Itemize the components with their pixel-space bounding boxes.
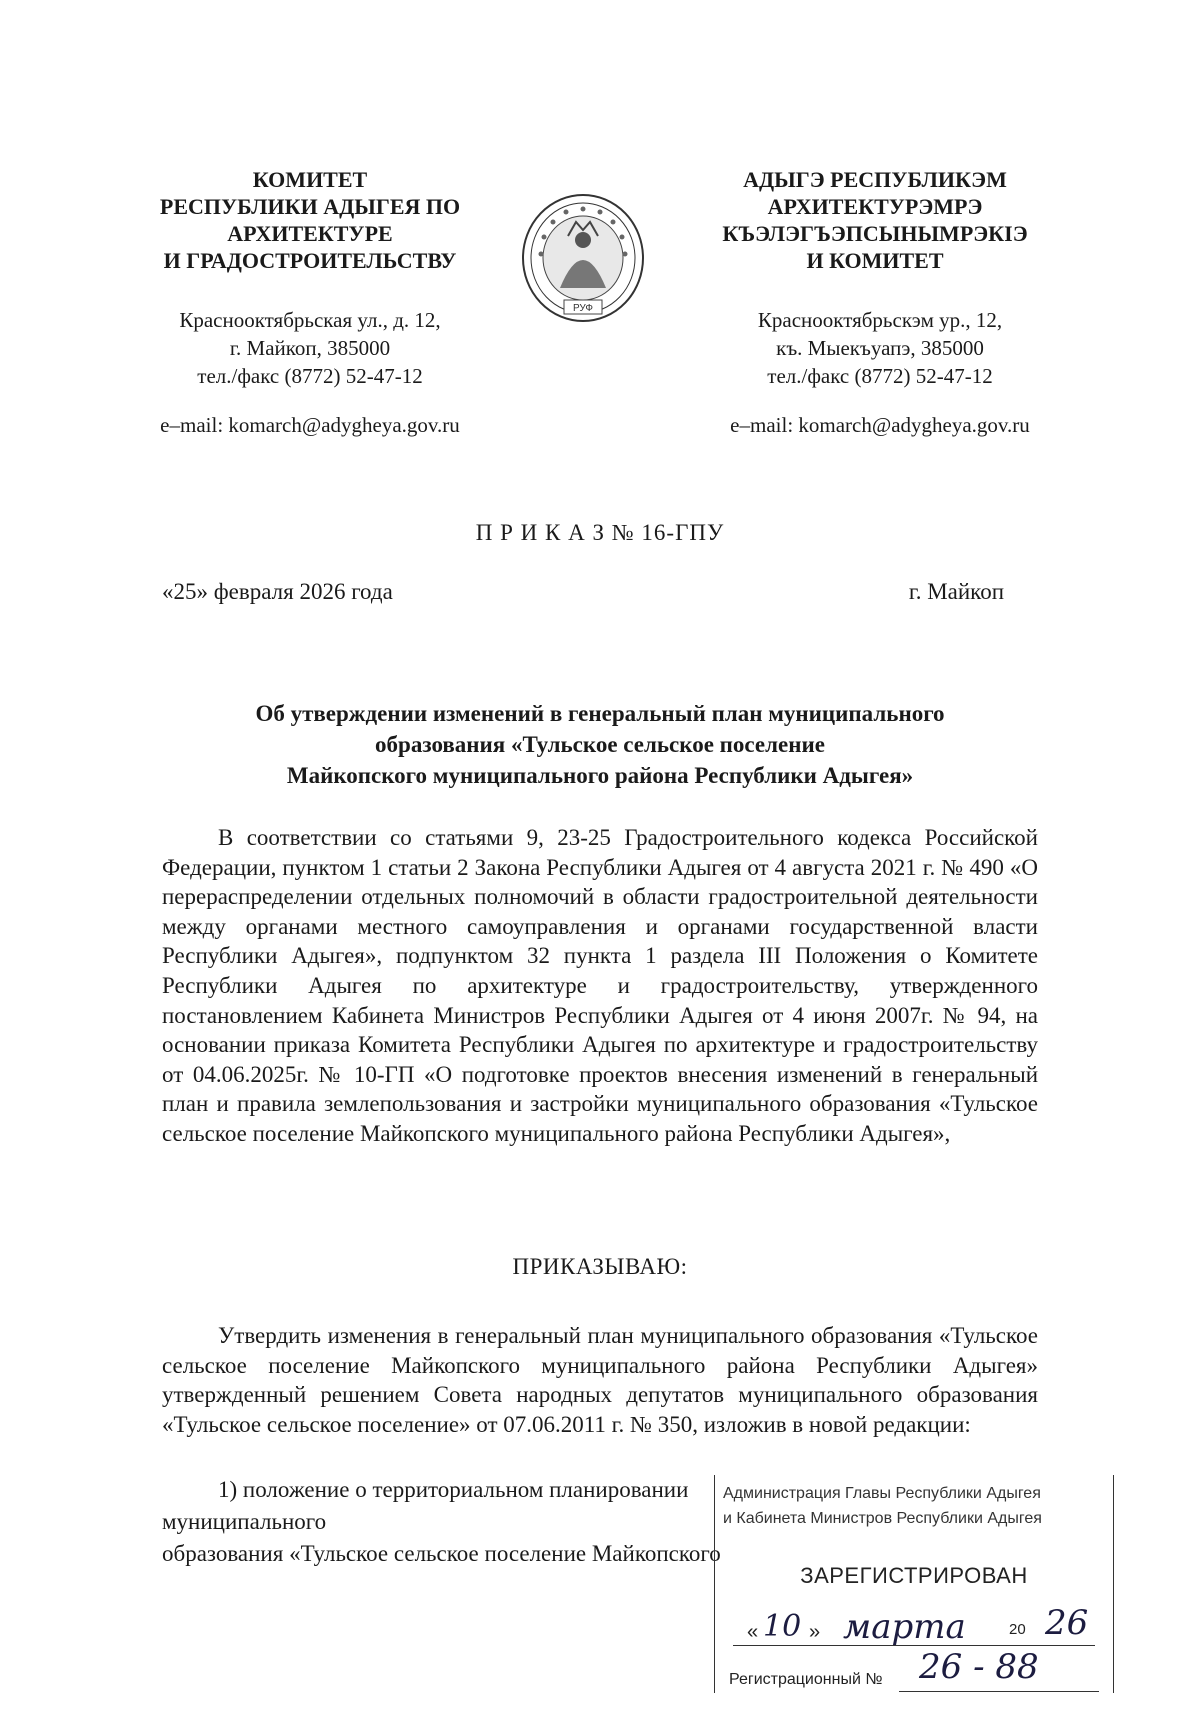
- committee-address-russian: [110, 306, 510, 390]
- registration-stamp: [714, 1475, 1114, 1693]
- emblem-bottom-label: РУФ: [572, 303, 594, 314]
- title-line: КОМИТЕТ: [252, 167, 368, 192]
- order-city: г. Майкоп: [908, 579, 1004, 604]
- committee-title-russian: [120, 166, 500, 274]
- decision-paragraph: Утвердить изменения в генеральный план муниципального образования «Тульское сельское поселение Майкопского муниципального района Республики Адыгея» утвержденный решением Совета народных депутатов муниципального образования «Тульское сельское поселение» от 07.06.2011 г. № 350, изложив в новой редакции:: [162, 1323, 1038, 1437]
- title-line: АРХИТЕКТУРЭМРЭ: [767, 194, 983, 219]
- stamp-organization: [723, 1481, 1107, 1531]
- list-item-line: образования «Тульское сельское поселение Майкопского: [162, 1541, 721, 1566]
- stamp-regno-underline: [899, 1691, 1099, 1692]
- order-directive-heading: ПРИКАЗЫВАЮ:: [512, 1254, 688, 1279]
- subject-line: образования «Тульское сельское поселение: [375, 732, 825, 757]
- address-line: тел./факс (8772) 52-47-12: [767, 364, 993, 388]
- title-line: АРХИТЕКТУРЕ: [227, 221, 393, 246]
- title-line: КЪЭЛЭГЪЭПСЫНЫМРЭКIЭ: [722, 221, 1028, 246]
- address-line: Краснооктябрьская ул., д. 12,: [179, 308, 441, 332]
- order-subject: [160, 698, 1040, 791]
- stamp-date-underline: [733, 1645, 1095, 1646]
- committee-email-adyghe: e–mail: komarch@adygheya.gov.ru: [730, 413, 1030, 437]
- stamp-quote-open: «: [747, 1621, 759, 1643]
- stamp-handwritten-month: марта: [843, 1607, 966, 1647]
- stamp-handwritten-day: 10: [763, 1609, 802, 1644]
- stamp-org-line: и Кабинета Министров Республики Адыгея: [723, 1510, 1042, 1527]
- title-line: И ГРАДОСТРОИТЕЛЬСТВУ: [163, 248, 457, 273]
- title-line: АДЫГЭ РЕСПУБЛИКЭМ: [743, 167, 1007, 192]
- stamp-year-prefix: 20: [1009, 1621, 1026, 1638]
- stamp-registered-label: ЗАРЕГИСТРИРОВАН: [800, 1563, 1028, 1588]
- address-line: г. Майкоп, 385000: [229, 336, 391, 360]
- stamp-handwritten-regno: 26 - 88: [919, 1647, 1039, 1687]
- republic-emblem-icon: [520, 192, 646, 324]
- address-line: Краснооктябрьскэм ур., 12,: [757, 308, 1003, 332]
- committee-title-adyghe: [685, 166, 1065, 274]
- subject-line: Майкопского муниципального района Республики Адыгея»: [286, 763, 914, 788]
- order-date: «25» февраля 2026 года: [162, 579, 393, 604]
- committee-address-adyghe: [680, 306, 1080, 390]
- stamp-quote-close: »: [809, 1621, 821, 1643]
- stamp-date-row: [733, 1603, 1103, 1647]
- list-item-line: 1) положение о территориальном планировании муниципального: [162, 1477, 689, 1534]
- stamp-org-line: Администрация Главы Республики Адыгея: [723, 1485, 1041, 1502]
- subject-line: Об утверждении изменений в генеральный план муниципального: [255, 701, 945, 726]
- address-line: къ. Мыекъуапэ, 385000: [776, 336, 984, 360]
- title-line: РЕСПУБЛИКИ АДЫГЕЯ ПО: [159, 194, 461, 219]
- order-title: П Р И К А З № 16-ГПУ: [475, 520, 725, 545]
- stamp-regno-label: Регистрационный №: [729, 1671, 883, 1688]
- committee-email-russian: e–mail: komarch@adygheya.gov.ru: [160, 413, 460, 437]
- address-line: тел./факс (8772) 52-47-12: [197, 364, 423, 388]
- title-line: И КОМИТЕТ: [806, 248, 944, 273]
- preamble-paragraph: В соответствии со статьями 9, 23-25 Градостроительного кодекса Российской Федерации, пунктом 1 статьи 2 Закона Республики Адыгея от 4 августа 2021 г. № 490 «О перераспределении отдельных полномочий в области градостроительной деятельности между органами местного самоуправления и органами государственной власти Республики Адыгея», подпунктом 32 пункта 1 раздела III Положения о Комитете Республики Адыгея по архитектуре и градостроительству, утвержденного постановлением Кабинета Министров Республики Адыгея от 4 июня 2007г. № 94, на основании приказа Комитета Республики Адыгея по архитектуре и градостроительству от 04.06.2025г. № 10-ГП «О подготовке проектов внесения изменений в генеральный план и правила землепользования и застройки муниципального образования «Тульское сельское поселение Майкопского муниципального района Республики Адыгея»,: [162, 825, 1038, 1146]
- stamp-handwritten-year: 26: [1045, 1603, 1089, 1643]
- list-item: [162, 1474, 722, 1570]
